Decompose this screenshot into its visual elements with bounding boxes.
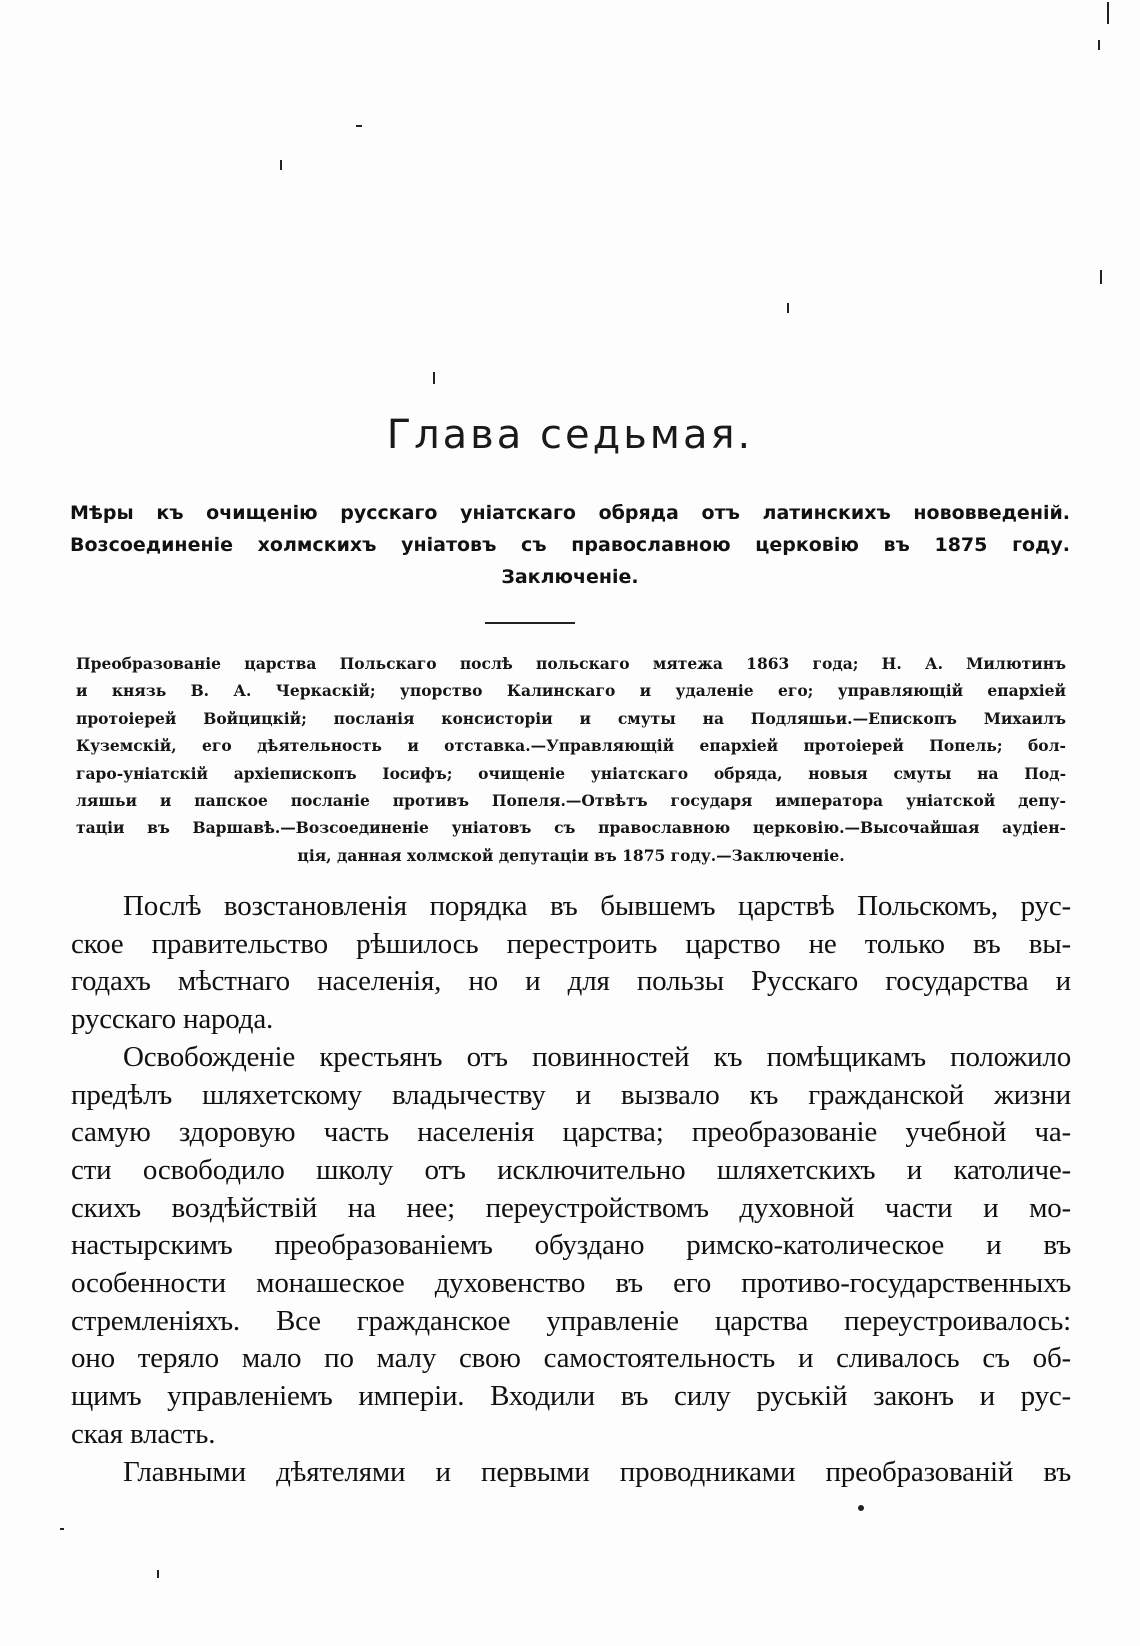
body-line: ская власть. xyxy=(71,1417,216,1450)
body-line: сти освободило школу отъ исключительно шляхетскихъ и католиче- xyxy=(71,1153,1071,1186)
body-text xyxy=(71,888,1071,1491)
body-line: особенности монашеское духовенство въ его противо-государственныхъ xyxy=(71,1267,1071,1300)
subtitle-line: Заключеніе. xyxy=(501,566,639,588)
scan-speck xyxy=(1100,270,1102,284)
section-divider xyxy=(485,622,575,624)
body-line: годахъ мѣстнаго населенія, но и для пользы Русскаго государства и xyxy=(71,965,1071,998)
chapter-title: Глава седьмая. xyxy=(386,412,754,458)
summary-line: ція, данная холмской депутаціи въ 1875 году.—Заключеніе. xyxy=(297,845,845,865)
subtitle-line: Возсоединеніе холмскихъ уніатовъ съ православною церковію въ 1875 году. xyxy=(70,534,1070,556)
body-line: Освобожденіе крестьянъ отъ повинностей къ помѣщикамъ положило xyxy=(123,1040,1071,1073)
scan-speck xyxy=(433,372,435,384)
summary-line: и князь В. А. Черкаскій; упорство Калинскаго и удаленіе его; управляющій епархіей xyxy=(76,681,1066,701)
scan-speck xyxy=(60,1528,64,1530)
scan-speck xyxy=(356,125,362,127)
body-line: щимъ управленіемъ имперіи. Входили въ силу руській законъ и рус- xyxy=(71,1380,1071,1413)
scan-speck xyxy=(280,160,282,170)
body-line: предѣлъ шляхетскому владычеству и вызвало къ гражданской жизни xyxy=(71,1078,1071,1111)
summary-line: Куземскій, его дѣятельность и отставка.—Управляющій епархіей протоіерей Попель; бол- xyxy=(76,736,1066,756)
scan-speck xyxy=(858,1505,864,1511)
subtitle-line: Мѣры къ очищенію русскаго уніатскаго обряда отъ латинскихъ нововведеній. xyxy=(70,502,1070,524)
summary-line: ляшьи и папское посланіе противъ Попеля.—Отвѣтъ государя императора уніатской депу- xyxy=(76,791,1066,811)
summary-line: таціи въ Варшавѣ.—Возсоединеніе уніатовъ съ православною церковію.—Высочайшая аудіен- xyxy=(76,818,1066,838)
summary-line: Преобразованіе царства Польскаго послѣ польскаго мятежа 1863 года; Н. А. Милютинъ xyxy=(76,654,1066,673)
chapter-subtitle xyxy=(70,497,1070,593)
summary-line: гаро-уніатскій архіепископъ Іосифъ; очищеніе уніатскаго обряда, новыя смуты на Под- xyxy=(76,763,1066,783)
body-line: Главными дѣятелями и первыми проводниками преобразованій въ xyxy=(123,1455,1071,1488)
body-line: русскаго народа. xyxy=(71,1003,274,1036)
scan-speck xyxy=(1107,2,1109,24)
body-line: настырскимъ преобразованіемъ обуздано римско-католическое и въ xyxy=(71,1229,1071,1262)
body-line: скихъ воздѣйствій на нее; переустройствомъ духовной части и мо- xyxy=(71,1191,1071,1224)
chapter-summary xyxy=(76,650,1066,869)
body-line: самую здоровую часть населенія царства; преобразованіе учебной ча- xyxy=(71,1116,1071,1149)
body-line: оно теряло мало по малу свою самостоятельность и сливалось съ об- xyxy=(71,1342,1071,1375)
scan-speck xyxy=(1098,40,1100,50)
summary-line: протоіерей Войцицкій; посланія консисторіи и смуты на Подляшьи.—Епископъ Михаилъ xyxy=(76,708,1066,728)
scan-speck xyxy=(787,303,789,313)
body-line: Послѣ возстановленія порядка въ бывшемъ царствѣ Польскомъ, рус- xyxy=(123,890,1071,922)
scan-speck xyxy=(157,1570,159,1578)
body-line: стремленіяхъ. Все гражданское управленіе царства переустроивалось: xyxy=(71,1304,1071,1337)
body-line: ское правительство рѣшилось перестроить царство не только въ вы- xyxy=(71,927,1071,960)
